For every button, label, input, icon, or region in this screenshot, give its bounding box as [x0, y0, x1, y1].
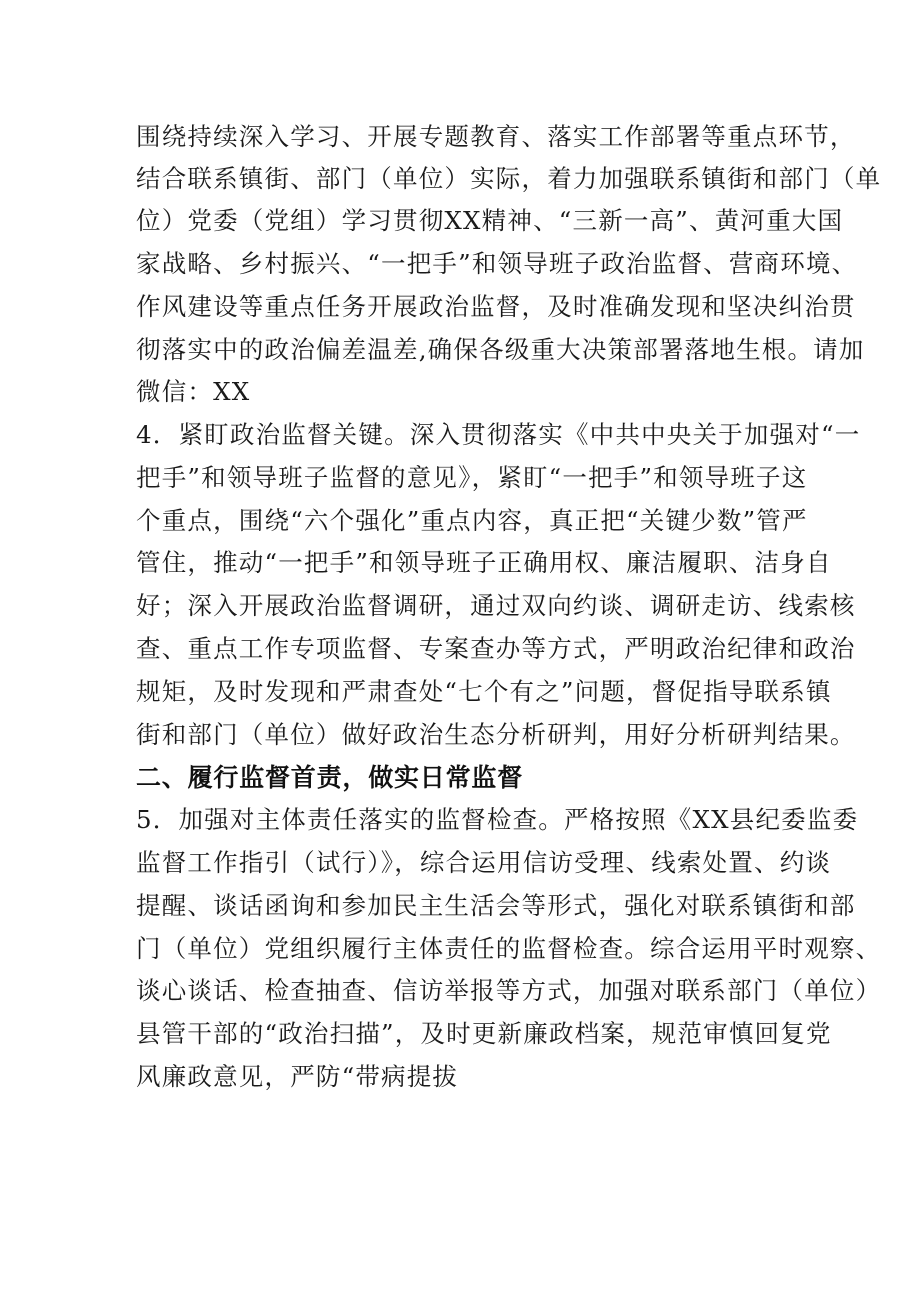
- paragraph-3-line-2: 结合联系镇街、部门（单位）实际，着力加强联系镇街和部门（单: [136, 164, 882, 193]
- paragraph-4-line-6: 查、重点工作专项监督、专案查办等方式，严明政治纪律和政治: [136, 634, 856, 663]
- paragraph-3-line-4: 家战略、乡村振兴、“一把手”和领导班子政治监督、营商环境、: [136, 249, 858, 278]
- paragraph-5-line-6: 县管干部的“政治扫描”，及时更新廉政档案，规范审慎回复党: [136, 1019, 832, 1048]
- paragraph-4-line-4: 管住，推动“一把手”和领导班子正确用权、廉洁履职、洁身自: [136, 548, 832, 577]
- section-2-heading: 二、履行监督首责，做实日常监督: [136, 763, 524, 792]
- paragraph-5-line-3: 提醒、谈话函询和参加民主生活会等形式，强化对联系镇街和部: [136, 891, 856, 920]
- paragraph-5-line-2: 监督工作指引（试行）》，综合运用信访受理、线索处置、约谈: [136, 848, 832, 877]
- paragraph-4-line-1: 4．紧盯政治监督关键。深入贯彻落实《中共中央关于加强对“一: [136, 420, 861, 449]
- paragraph-5-line-7: 风廉政意见，严防“带病提拔: [136, 1062, 459, 1091]
- paragraph-3-line-5: 作风建设等重点任务开展政治监督，及时准确发现和坚决纠治贯: [136, 292, 856, 321]
- paragraph-3-line-7: 微信：XX: [136, 377, 251, 406]
- paragraph-3-line-3: 位）党委（党组）学习贯彻XX精神、“三新一高”、黄河重大国: [136, 206, 844, 235]
- paragraph-3-line-1: 围绕持续深入学习、开展专题教育、落实工作部署等重点环节，: [136, 122, 856, 151]
- paragraph-4-line-3: 个重点，围绕“六个强化”重点内容，真正把“关键少数”管严: [136, 506, 808, 535]
- paragraph-5-line-5: 谈心谈话、检查抽查、信访举报等方式，加强对联系部门（单位）: [136, 976, 882, 1005]
- paragraph-4-line-5: 好；深入开展政治监督调研，通过双向约谈、调研走访、线索核: [136, 591, 856, 620]
- paragraph-5-line-1: 5．加强对主体责任落实的监督检查。严格按照《XX县纪委监委: [136, 805, 859, 834]
- paragraph-3-line-6: 彻落实中的政治偏差温差,确保各级重大决策部署落地生根。请加: [136, 335, 865, 364]
- paragraph-4-line-8: 街和部门（单位）做好政治生态分析研判，用好分析研判结果。: [136, 720, 856, 749]
- paragraph-5-line-4: 门（单位）党组织履行主体责任的监督检查。综合运用平时观察、: [136, 934, 882, 963]
- paragraph-4-line-2: 把手”和领导班子监督的意见》，紧盯“一把手”和领导班子这: [136, 463, 808, 492]
- paragraph-4-line-7: 规矩，及时发现和严肃查处“七个有之”问题，督促指导联系镇: [136, 677, 832, 706]
